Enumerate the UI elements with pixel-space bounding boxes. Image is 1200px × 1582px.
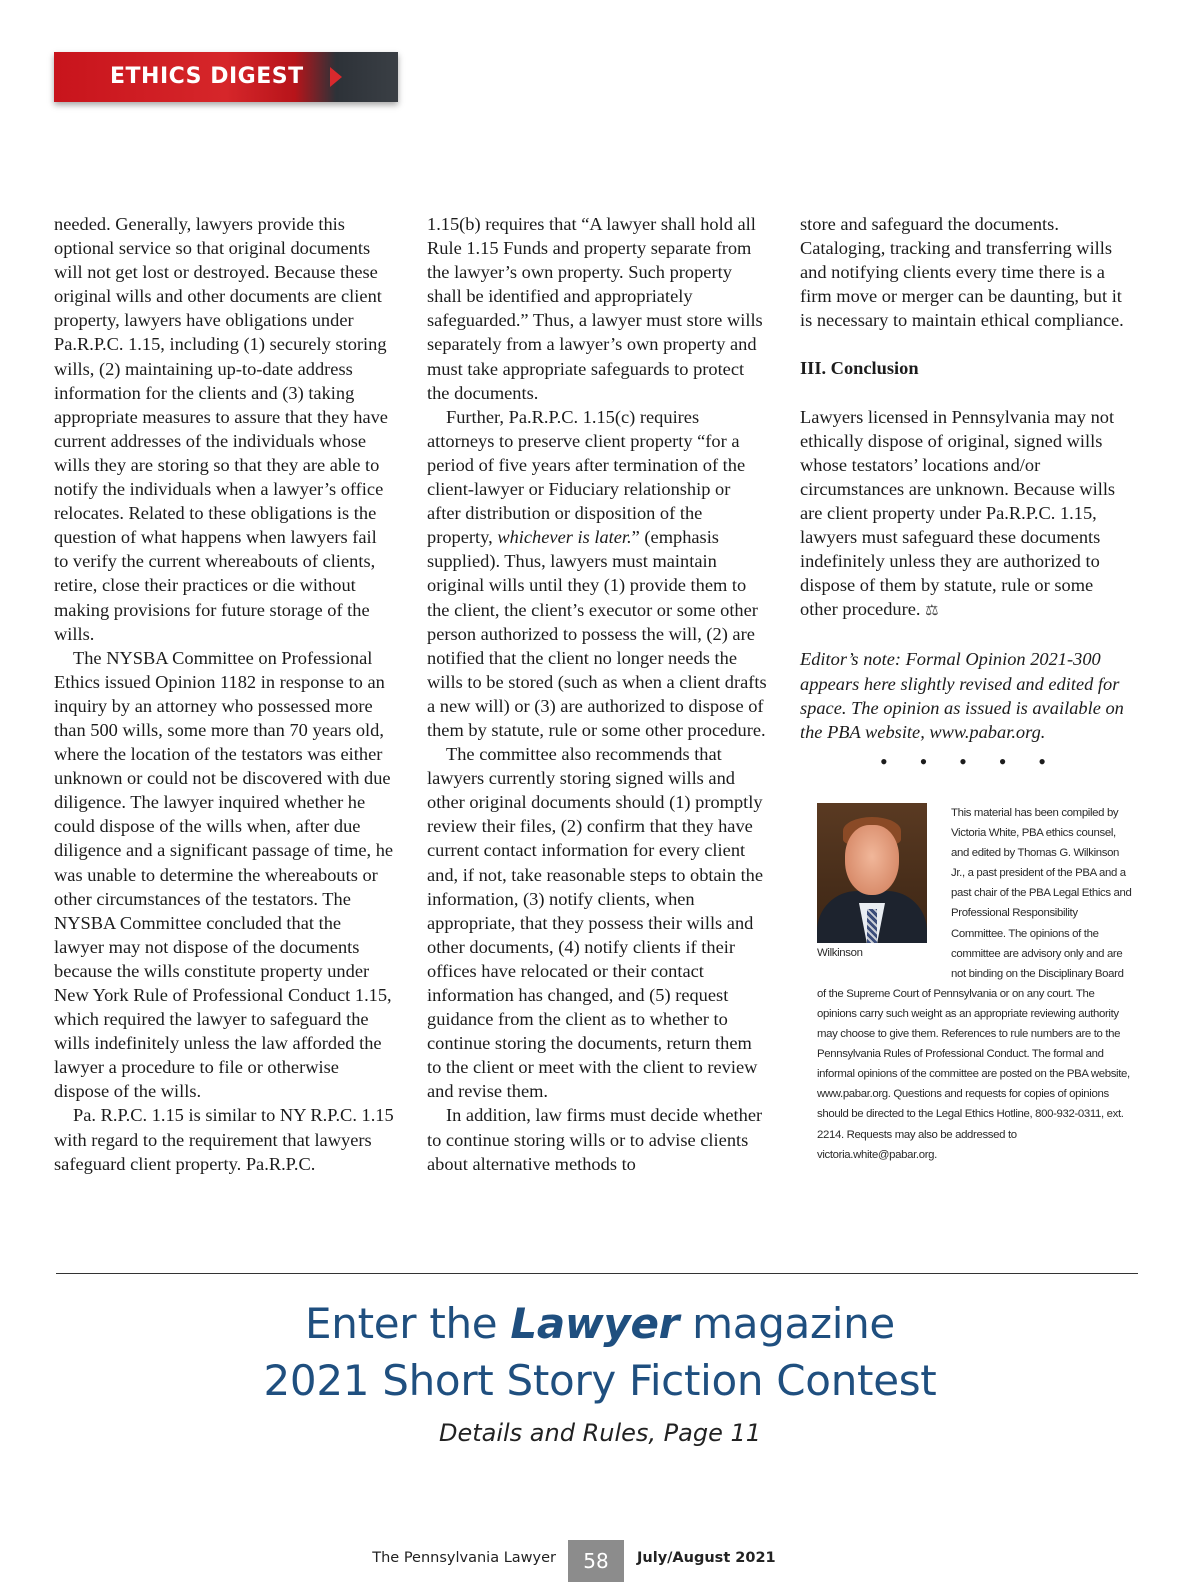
promo-headline-line2: 2021 Short Story Fiction Contest (263, 1356, 937, 1405)
text-run: Enter the (305, 1299, 511, 1348)
dot: • (880, 748, 888, 774)
paragraph: The NYSBA Committee on Professional Ethics issued Opinion 1182 in response to an inquiry by an attorney who possessed more than 500 wills, some more than 70 years old, where the location of the testators was either unknown or could not be discovered with due diligence. The lawyer inquired whether he could dispose of the wills when, after due diligence and a significant passage of time, he was unable to determine the whereabouts or other circumstances of the testators. The NYSBA Committee concluded that the lawyer may not dispose of the documents because the wills constitute property under New York Rule of Professional Conduct 1.15, which required the lawyer to safeguard the wills indefinitely unless the law afforded the lawyer a procedure to file or otherwise dispose of the wills. (54, 647, 394, 1102)
text-run: magazine (679, 1299, 895, 1348)
section-label: ETHICS DIGEST (110, 64, 304, 89)
dot: • (998, 748, 1007, 774)
paragraph (800, 405, 1130, 624)
contest-promo (0, 1298, 1200, 1448)
paragraph: 1.15(b) requires that “A lawyer shall hold all Rule 1.15 Funds and property separate from the lawyer’s own property. Such property shall be identified and appropriately safeguarded.” Thus, a lawyer must store wills separately from a lawyer’s own property and must take appropriate safeguards to protect the documents. (427, 214, 763, 403)
footer-publication: The Pennsylvania Lawyer (372, 1550, 556, 1566)
paragraph: In addition, law firms must decide whether to continue storing wills or to advise clients about alternative methods to (427, 1105, 763, 1174)
author-photo (817, 803, 927, 943)
paragraph: store and safeguard the documents. Cataloging, tracking and transferring wills and notifying clients every time there is a firm move or merger can be daunting, but it is necessary to maintain ethical compliance. (800, 214, 1124, 331)
paragraph: needed. Generally, lawyers provide this optional service so that original documents will not get lost or destroyed. Because these original wills and other documents are client property, lawyers have obligations under Pa.R.P.C. 1.15, including (1) securely storing wills, (2) maintaining up-to-date address information for the clients and (3) taking appropriate measures to assure that they have current addresses of the individuals whose wills they are storing so that they are able to notify the individuals when a lawyer’s office relocates. Related to these obligations is the question of what happens when lawyers fail to verify the current whereabouts of clients, retire, close their practices or die without making provisions for future storage of the wills. (54, 214, 388, 644)
dot: • (1038, 748, 1046, 774)
dot: • (919, 748, 928, 774)
photo-caption: Wilkinson (817, 947, 863, 959)
paragraph (427, 405, 767, 742)
emphasis-text: whichever is later. (497, 527, 632, 548)
magazine-name: Lawyer (510, 1299, 680, 1348)
dot-separator (800, 748, 1130, 774)
article-column-2 (427, 212, 767, 1176)
dot: • (959, 748, 967, 774)
promo-subline: Details and Rules, Page 11 (438, 1419, 762, 1447)
article-column-3 (800, 212, 1130, 772)
text-run: Further, Pa.R.P.C. 1.15(c) requires attorneys to preserve client property “for a period of five years after termination of the client-lawyer or Fiduciary relationship or after distribution or disposition of the property, (427, 406, 746, 548)
section-divider (56, 1273, 1138, 1274)
section-heading: III. Conclusion (800, 358, 919, 379)
scales-icon: ⚖ (925, 603, 939, 620)
text-run: Lawyers licensed in Pennsylvania may not ethically dispose of original, signed wills whose testators’ locations and/or circumstances are unknown. Because wills are client property under Pa.R.P.C. 1.15, lawyers must safeguard these documents indefinitely unless they are authorized to dispose of them by statute, rule or some other procedure. (800, 406, 1116, 620)
paragraph: Pa. R.P.C. 1.15 is similar to NY R.P.C. 1.15 with regard to the requirement that lawyers safeguard client property. Pa.R.P.C. (54, 1105, 394, 1174)
editor-note: Editor’s note: Formal Opinion 2021-300 appears here slightly revised and edited for space. The opinion as issued is available on the PBA website, www.pabar.org. (800, 649, 1124, 742)
footer-issue-date: July/August 2021 (637, 1550, 776, 1566)
article-column-1 (54, 212, 394, 1176)
author-bio (817, 803, 1135, 1165)
text-run: ” (emphasis supplied). Thus, lawyers must maintain original wills until they (1) provide them to the client, the client’s executor or some other person authorized to possess the will, (2) are notified that the client no longer needs the wills to be stored (such as when a client drafts a new will) or (3) are authorized to dispose of them by statute, rule or some other procedure. (427, 527, 767, 740)
page-number: 58 (568, 1540, 624, 1582)
promo-headline-line1 (0, 1298, 1200, 1350)
play-arrow-icon (330, 67, 342, 87)
paragraph: The committee also recommends that lawyers currently storing signed wills and other original documents should (1) promptly review their files, (2) confirm that they have current contact information for every client and, if not, take reasonable steps to obtain the information, (3) notify clients, when appropriate, that they possess their wills and other documents, (4) notify clients if their offices have relocated or their contact information has changed, and (5) request guidance from the client as to whether to continue storing the documents, return them to the client or meet with the client to review and revise them. (427, 744, 764, 1102)
section-banner (54, 52, 398, 102)
author-photo-block (817, 803, 948, 967)
bio-text: This material has been compiled by Victoria White, PBA ethics counsel, and edited by Thomas G. Wilkinson Jr., a past president of the PBA and a past chair of the PBA Legal Ethics and Professional Responsibility Committee. The opinions of the committee are advisory only and are not binding on the Disciplinary Board of the Supreme Court of Pennsylvania or on any court. The opinions carry such weight as an appropriate reviewing authority may choose to give them. References to rule numbers are to the Pennsylvania Rules of Professional Conduct. The formal and informal opinions of the committee are posted on the PBA website, www.pabar.org. Questions and requests for copies of opinions should be directed to the Legal Ethics Hotline, 800-932-0311, ext. 2214. Requests may also be addressed to victoria.white@pabar.org. (817, 807, 1132, 1161)
